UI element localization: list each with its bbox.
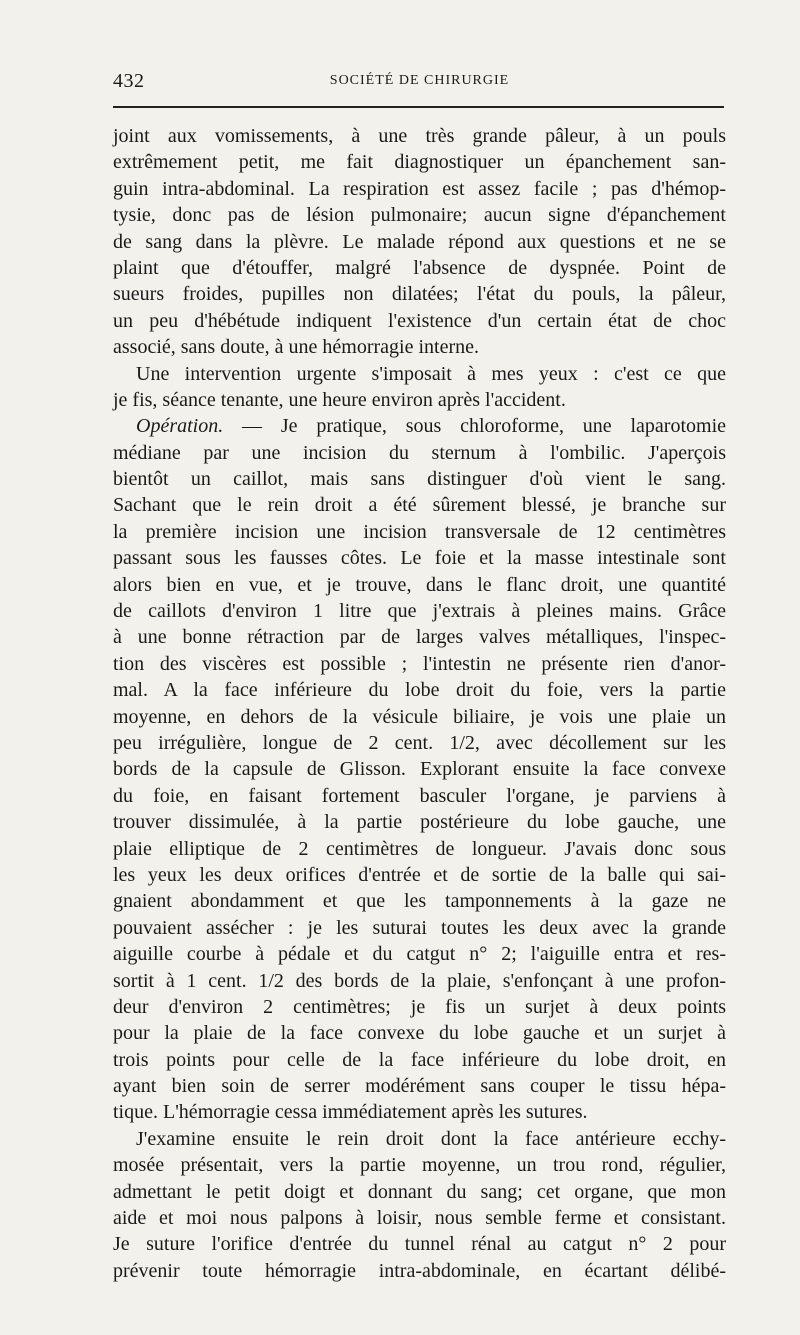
text-line: sortit à 1 cent. 1/2 des bords de la plaie, s'enfonçant à une profon- bbox=[113, 969, 726, 992]
text-line: à une bonne rétraction par de larges valves métalliques, l'inspec- bbox=[113, 626, 726, 649]
text-line: tion des viscères est possible ; l'intestin ne présente rien d'anor- bbox=[113, 652, 726, 675]
text-line: mosée présentait, vers la partie moyenne, un trou rond, régulier, bbox=[113, 1154, 726, 1177]
operation-heading: Opération. bbox=[136, 415, 224, 438]
text-line: aiguille courbe à pédale et du catgut n° 2; l'aiguille entra et res- bbox=[113, 943, 726, 966]
text-line: alors bien en vue, et je trouve, dans le flanc droit, une quantité bbox=[113, 573, 726, 596]
text-line: ayant bien soin de serrer modérément sans couper le tissu hépa- bbox=[113, 1075, 726, 1098]
text-line: deur d'environ 2 centimètres; je fis un surjet à deux points bbox=[113, 995, 726, 1018]
text-line: je fis, séance tenante, une heure environ après l'accident. bbox=[113, 388, 566, 411]
text-line: joint aux vomissements, à une très grande pâleur, à un pouls bbox=[113, 125, 726, 147]
text-line: de caillots d'environ 1 litre que j'extrais à pleines mains. Grâce bbox=[113, 600, 726, 623]
operation-line bbox=[113, 413, 726, 439]
header-rule bbox=[113, 106, 724, 108]
text-line: moyenne, en dehors de la vésicule biliaire, je vois une plaie un bbox=[113, 705, 726, 728]
text-line: plaie elliptique de 2 centimètres de longueur. J'avais donc sous bbox=[113, 837, 726, 860]
text-line: aide et moi nous palpons à loisir, nous semble ferme et consistant. bbox=[113, 1207, 726, 1230]
page-number: 432 bbox=[113, 70, 145, 92]
text-line: mal. A la face inférieure du lobe droit du foie, vers la partie bbox=[113, 679, 726, 702]
text-line: tysie, donc pas de lésion pulmonaire; aucun signe d'épanchement bbox=[113, 204, 726, 227]
running-head: SOCIÉTÉ DE CHIRURGIE bbox=[329, 73, 510, 88]
text-line: médiane par une incision du sternum à l'ombilic. J'aperçois bbox=[113, 441, 726, 464]
text-line: un peu d'hébétude indiquent l'existence d'un certain état de choc bbox=[113, 309, 726, 332]
text-line: Sachant que le rein droit a été sûrement blessé, je branche sur bbox=[113, 494, 726, 517]
text-line: extrêmement petit, me fait diagnostiquer un épanchement san- bbox=[113, 151, 726, 174]
text-line: bientôt un caillot, mais sans distinguer d'où vient le sang. bbox=[113, 468, 726, 491]
text-line: bords de la capsule de Glisson. Explorant ensuite la face convexe bbox=[113, 758, 726, 781]
text-line: la première incision une incision transversale de 12 centimètres bbox=[113, 520, 726, 543]
text-line: passant sous les fausses côtes. Le foie et la masse intestinale sont bbox=[113, 547, 726, 570]
text-line: trouver dissimulée, à la partie postérieure du lobe gauche, une bbox=[113, 811, 726, 834]
text-line: gnaient abondamment et que les tamponnements à la gaze ne bbox=[113, 890, 726, 913]
text-line: sueurs froides, pupilles non dilatées; l'état du pouls, la pâleur, bbox=[113, 283, 726, 306]
text-line: Une intervention urgente s'imposait à mes yeux : c'est ce que bbox=[136, 362, 726, 385]
text-line: J'examine ensuite le rein droit dont la face antérieure ecchy- bbox=[136, 1127, 726, 1150]
text-line: pouvaient assécher : je les suturai toutes les deux avec la grande bbox=[113, 916, 726, 939]
text-line: admettant le petit doigt et donnant du sang; cet organe, que mon bbox=[113, 1180, 726, 1203]
page-header bbox=[113, 70, 726, 98]
text-line: pour la plaie de la face convexe du lobe gauche et un surjet à bbox=[113, 1022, 726, 1045]
operation-line-rest: — Je pratique, sous chloroforme, une laparotomie bbox=[223, 415, 726, 438]
text-line: peu irrégulière, longue de 2 cent. 1/2, avec décollement sur les bbox=[113, 731, 726, 754]
body-text bbox=[113, 123, 726, 1284]
text-line: plaint que d'étouffer, malgré l'absence de dyspnée. Point de bbox=[113, 256, 726, 279]
text-line: du foie, en faisant fortement basculer l'organe, je parviens à bbox=[113, 784, 726, 807]
text-line: tique. L'hémorragie cessa immédiatement après les sutures. bbox=[113, 1101, 588, 1124]
text-line: les yeux les deux orifices d'entrée et de sortie de la balle qui sai- bbox=[113, 863, 726, 886]
text-line: associé, sans doute, à une hémorragie interne. bbox=[113, 336, 479, 359]
text-line: trois points pour celle de la face inférieure du lobe droit, en bbox=[113, 1048, 726, 1071]
text-line: guin intra-abdominal. La respiration est assez facile ; pas d'hémop- bbox=[113, 177, 726, 200]
text-line: de sang dans la plèvre. Le malade répond aux questions et ne se bbox=[113, 230, 726, 253]
text-line: prévenir toute hémorragie intra-abdominale, en écartant délibé- bbox=[113, 1259, 726, 1282]
text-line: Je suture l'orifice d'entrée du tunnel rénal au catgut n° 2 pour bbox=[113, 1233, 726, 1256]
